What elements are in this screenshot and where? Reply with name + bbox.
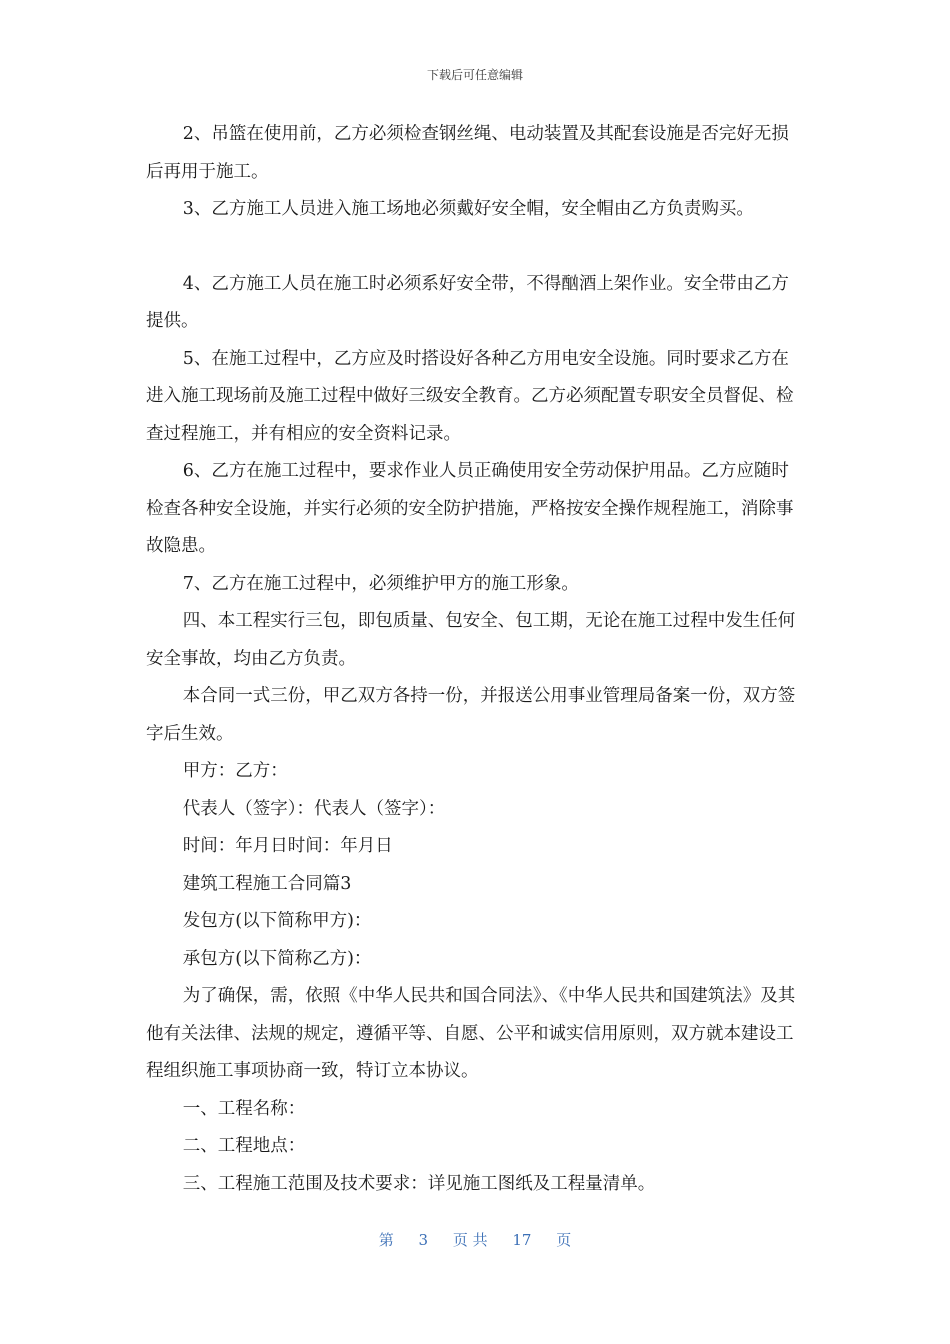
- footer-current-page: 3: [418, 1231, 429, 1249]
- section-title: 建筑工程施工合同篇3: [182, 873, 352, 894]
- paragraph: 一、工程名称：: [182, 1098, 306, 1119]
- paragraph: 2、吊篮在使用前，乙方必须检查钢丝绳、电动装置及其配套设施是否完好无损后再用于施工。: [146, 124, 789, 182]
- paragraph: 二、工程地点：: [182, 1136, 306, 1156]
- footer-ye-gong: 页 共: [452, 1231, 488, 1249]
- paragraph: 四、本工程实行三包，即包质量、包安全、包工期，无论在施工过程中发生任何安全事故，均由乙方负责。: [146, 611, 796, 669]
- page-number-footer: [0, 1229, 950, 1250]
- paragraph: 发包方(以下简称甲方)：: [182, 911, 372, 931]
- paragraph: 3、乙方施工人员进入施工场地必须戴好安全帽，安全帽由乙方负责购买。: [182, 199, 754, 219]
- paragraph: 本合同一式三份，甲乙双方各持一份，并报送公用事业管理局备案一份，双方签字后生效。: [146, 686, 796, 744]
- document-body: [146, 116, 806, 1203]
- paragraph: 7、乙方在施工过程中，必须维护甲方的施工形象。: [182, 573, 579, 594]
- footer-ye: 页: [556, 1231, 572, 1249]
- paragraph: 为了确保，需，依照《中华人民共和国合同法》、《中华人民共和国建筑法》及其他有关法律、法规的规定，遵循平等、自愿、公平和诚实信用原则，双方就本建设工程组织施工事项协商一致，特订立本协议。: [146, 986, 796, 1081]
- paragraph: 承包方(以下简称乙方)：: [182, 948, 372, 969]
- signature-dates: 时间：年月日时间：年月日: [182, 836, 393, 856]
- signature-representatives: 代表人（签字）：代表人（签字）：: [182, 798, 446, 819]
- paragraph: 6、乙方在施工过程中，要求作业人员正确使用安全劳动保护用品。乙方应随时检查各种安全设施，并实行必须的安全防护措施，严格按安全操作规程施工，消除事故隐患。: [146, 461, 794, 556]
- paragraph: 4、乙方施工人员在施工时必须系好安全带，不得酗酒上架作业。安全带由乙方提供。: [146, 273, 789, 331]
- paragraph: 5、在施工过程中，乙方应及时搭设好各种乙方用电安全设施。同时要求乙方在进入施工现场前及施工过程中做好三级安全教育。乙方必须配置专职安全员督促、检查过程施工，并有相应的安全资料记录。: [146, 348, 794, 444]
- signature-parties: 甲方：乙方：: [182, 761, 288, 781]
- paragraph: 三、工程施工范围及技术要求：详见施工图纸及工程量清单。: [182, 1173, 656, 1194]
- page-header-note: 下载后可任意编辑: [426, 68, 523, 82]
- footer-total-pages: 17: [512, 1231, 532, 1249]
- footer-di: 第: [378, 1231, 394, 1249]
